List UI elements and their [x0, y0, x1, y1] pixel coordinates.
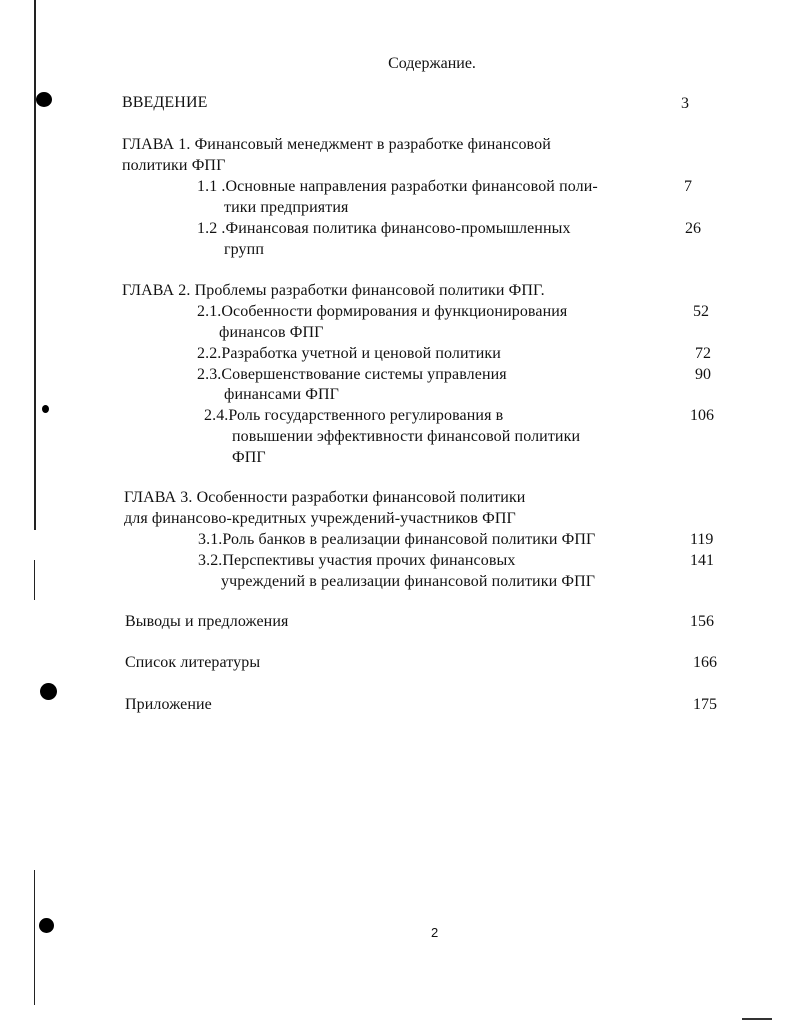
punch-hole-mid [42, 405, 49, 413]
toc-section-2-1-cont: финансов ФПГ [219, 324, 324, 341]
punch-hole-top [36, 92, 52, 107]
toc-chapter-1-heading-cont: политики ФПГ [122, 157, 226, 174]
toc-section-2-4-cont: повышении эффективности финансовой политики [232, 428, 581, 445]
toc-page-bibliography: 166 [693, 654, 717, 671]
toc-section-2-1[interactable]: 2.1.Особенности формирования и функционирования [197, 303, 568, 320]
toc-section-1-1-cont: тики предприятия [224, 199, 349, 216]
toc-section-3-2-cont: учреждений в реализации финансовой политики ФПГ [221, 573, 596, 590]
scan-margin-line [34, 0, 36, 530]
scan-margin-line-lower [34, 560, 35, 600]
toc-chapter-3-heading[interactable]: ГЛАВА 3. Особенности разработки финансовой политики [124, 489, 526, 506]
toc-chapter-1-heading[interactable]: ГЛАВА 1. Финансовый менеджмент в разработке финансовой [122, 136, 551, 153]
toc-page-3-1: 119 [690, 531, 714, 548]
toc-page-conclusions: 156 [690, 613, 714, 630]
toc-page-2-2: 72 [695, 345, 711, 362]
toc-entry-intro[interactable]: ВВЕДЕНИЕ [122, 94, 208, 111]
toc-title: Содержание. [388, 55, 476, 72]
toc-section-2-2[interactable]: 2.2.Разработка учетной и ценовой политики [197, 345, 501, 362]
punch-hole-bottom [39, 918, 54, 933]
scan-margin-line-bottom [34, 870, 35, 1005]
toc-entry-appendix[interactable]: Приложение [125, 696, 212, 713]
toc-section-3-1[interactable]: 3.1.Роль банков в реализации финансовой политики ФПГ [198, 531, 596, 548]
toc-section-1-2-cont: групп [224, 241, 264, 258]
toc-chapter-3-heading-cont: для финансово-кредитных учреждений-участников ФПГ [124, 510, 516, 527]
scan-corner-mark [742, 1018, 772, 1020]
toc-section-2-3-cont: финансами ФПГ [224, 386, 339, 403]
punch-hole-lower [40, 683, 57, 700]
toc-section-2-4-cont2: ФПГ [232, 449, 266, 466]
toc-page-intro: 3 [681, 95, 689, 112]
toc-page-2-4: 106 [690, 407, 714, 424]
toc-page-2-1: 52 [693, 303, 709, 320]
toc-page-1-2: 26 [685, 220, 701, 237]
toc-page-3-2: 141 [690, 552, 714, 569]
toc-entry-bibliography[interactable]: Список литературы [125, 654, 261, 671]
toc-section-1-2[interactable]: 1.2 .Финансовая политика финансово-промышленных [197, 220, 571, 237]
toc-page-2-3: 90 [695, 366, 711, 383]
toc-page-appendix: 175 [693, 696, 717, 713]
toc-section-3-2[interactable]: 3.2.Перспективы участия прочих финансовых [198, 552, 516, 569]
page-number: 2 [431, 925, 439, 940]
toc-section-2-4[interactable]: 2.4.Роль государственного регулирования в [204, 407, 504, 424]
toc-section-2-3[interactable]: 2.3.Совершенствование системы управления [197, 366, 507, 383]
toc-page-1-1: 7 [684, 178, 692, 195]
toc-section-1-1[interactable]: 1.1 .Основные направления разработки финансовой поли- [197, 178, 598, 195]
toc-chapter-2-heading[interactable]: ГЛАВА 2. Проблемы разработки финансовой политики ФПГ. [122, 282, 545, 299]
toc-entry-conclusions[interactable]: Выводы и предложения [125, 613, 289, 630]
